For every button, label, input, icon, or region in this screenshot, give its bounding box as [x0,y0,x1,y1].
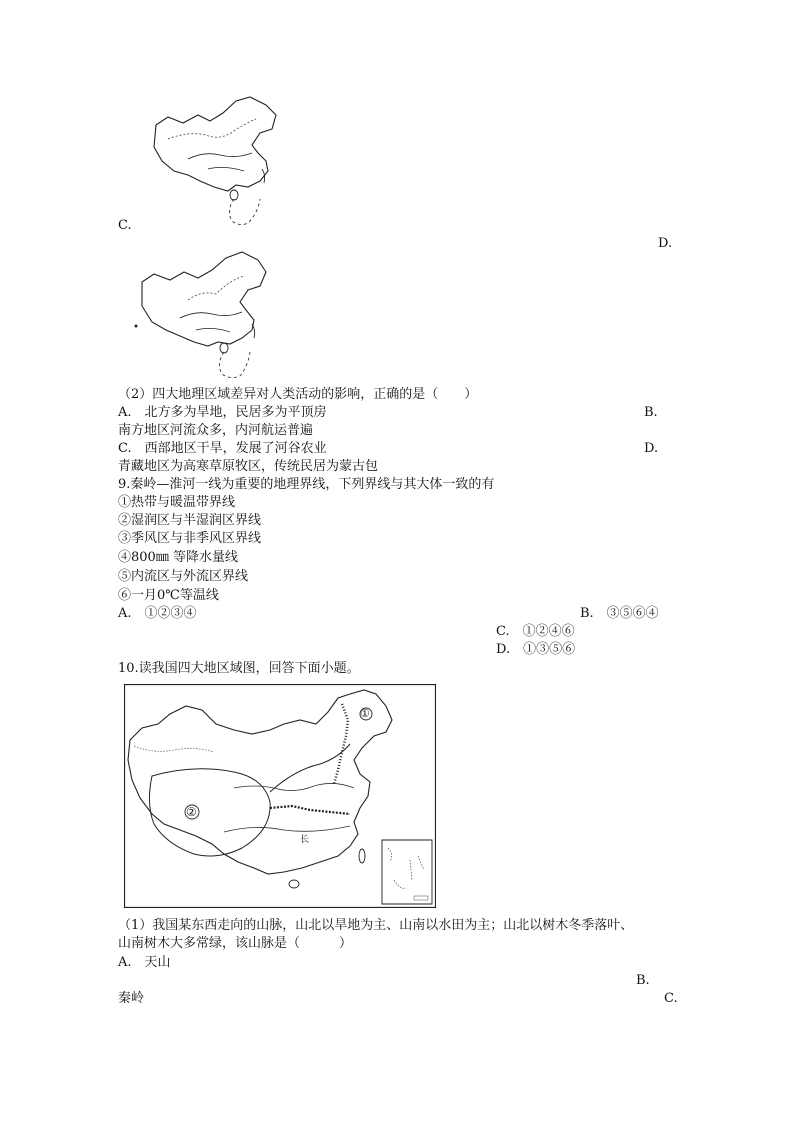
q8-2-option-a: A. 北方多为旱地，民居多为平顶房 [118,405,327,420]
q10-1-option-b-letter: B. [636,973,650,988]
q9-option-a: A. ①②③④ [118,606,197,621]
q9-item: ②湿润区与半湿润区界线 [118,513,262,528]
q9-item: ③季风区与非季风区界线 [118,531,262,546]
q10-1-option-c-letter: C. [664,991,678,1006]
q8-2-option-d-letter: D. [644,441,659,456]
q10-1-option-b-text: 秦岭 [118,991,145,1006]
option-c-label: C. [118,218,132,233]
map-label-2: ② [186,805,197,819]
q9-item: ⑥一月0℃等温线 [118,588,219,603]
q10-1-stem-line1: （1）我国某东西走向的山脉，山北以旱地为主、山南以水田为主；山北以树木冬季落叶、 [118,918,634,933]
q10-stem: 10.读我国四大地区域图，回答下面小题。 [118,661,360,676]
map-label-yangtze: 长 [300,835,310,845]
q8-2-option-b-text: 南方地区河流众多，内河航运普遍 [118,423,314,438]
q8-2-stem: （2）四大地理区域差异对人类活动的影响，正确的是（ ） [118,387,478,402]
china-four-regions-map [124,684,436,908]
q9-option-b: B. ③⑤⑥④ [580,606,659,621]
q8-2-option-b-letter: B. [644,405,658,420]
q9-item: ①热带与暖温带界线 [118,495,236,510]
q9-option-c: C. ①②④⑥ [496,624,575,639]
option-d-label: D. [658,236,673,251]
q10-1-stem-line2: 山南树木大多常绿，该山脉是（ ） [118,936,353,951]
q10-1-option-a: A. 天山 [118,955,171,970]
q9-item: ④800㎜ 等降水量线 [118,550,238,565]
q8-2-option-c: C. 西部地区干旱，发展了河谷农业 [118,441,327,456]
q9-option-d: D. ①③⑤⑥ [496,642,576,657]
q9-stem: 9.秦岭—淮河一线为重要的地理界线，下列界线与其大体一致的有 [118,477,495,492]
q8-2-option-d-text: 青藏地区为高寒草原牧区，传统民居为蒙古包 [118,459,379,474]
q9-item: ⑤内流区与外流区界线 [118,569,249,584]
china-map-option-d [132,250,280,385]
china-map-option-c [148,95,288,230]
map-label-1: ① [360,707,370,720]
